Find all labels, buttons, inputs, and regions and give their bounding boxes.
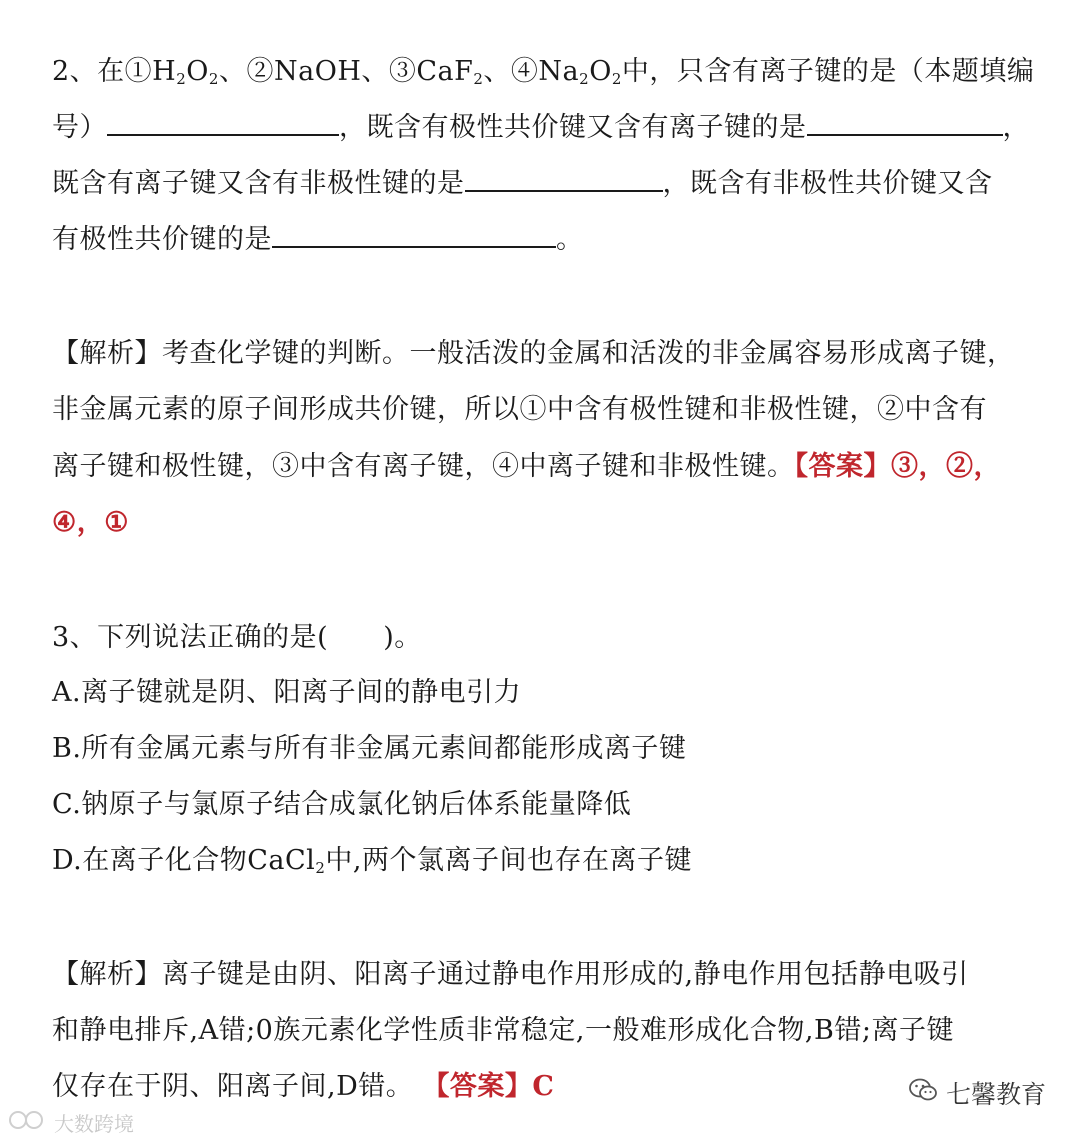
analysis2-line-3: 离子键和极性键，③中含有离子键，④中离子键和非极性键。【答案】③，②，	[52, 451, 1001, 482]
q3-option-d: D.在离子化合物CaCl$_2$中,两个氯离子间也存在离子键	[52, 845, 692, 877]
bottom-left-watermark	[8, 1108, 134, 1137]
answer3-value: C	[532, 1071, 555, 1102]
analysis2-line-1: 【解析】考查化学键的判断。一般活泼的金属和活泼的非金属容易形成离子键，	[52, 338, 1015, 369]
q3-option-b: B.所有金属元素与所有非金属元素间都能形成离子键	[52, 733, 687, 764]
logo-icon	[8, 1109, 48, 1136]
answer-blank-2[interactable]	[807, 108, 1003, 136]
q2-line-1: 2、在$①H_2O_2$、②NaOH、③CaF$_2$、$④Na_2O_2$中，只含有离子键的是（本题填编	[52, 56, 1035, 88]
q3-option-a: A.离子键就是阴、阳离子间的静电引力	[52, 677, 522, 708]
analysis3-line-1: 【解析】离子键是由阴、阳离子通过静电作用形成的,静电作用包括静电吸引	[52, 959, 969, 990]
answer-blank-1[interactable]	[107, 108, 339, 136]
answer3-label: 【答案】	[422, 1071, 533, 1102]
wechat-icon	[908, 1077, 938, 1109]
analysis3-line-2: 和静电排斥,A错;0族元素化学性质非常稳定,一般难形成化合物,B错;离子键	[52, 1015, 954, 1046]
watermark-text: 七馨教育	[945, 1080, 1046, 1109]
q2-line-3: 既含有离子键又含有非极性键的是 ，既含有非极性共价键又含	[52, 164, 993, 204]
analysis2-line-2: 非金属元素的原子间形成共价键，所以①中含有极性键和非极性键，②中含有	[52, 394, 987, 425]
analysis3-line-3: 仅存在于阴、阳离子间,D错。 【答案】C	[52, 1071, 555, 1102]
wechat-watermark	[908, 1075, 1046, 1111]
answer-blank-4[interactable]	[272, 220, 556, 248]
q3-stem: 3、下列说法正确的是( )。	[52, 622, 422, 653]
q2-line-2: 号） ，既含有极性共价键又含有离子键的是 ，	[52, 108, 1030, 148]
answer2-label: 【答案】③，②，	[794, 451, 1001, 482]
answer-blank-3[interactable]	[465, 164, 663, 192]
q3-option-c: C.钠原子与氯原子结合成氯化钠后体系能量降低	[52, 789, 632, 820]
answer2-continued: ④，①	[52, 507, 129, 538]
watermark-brand-text: 大数跨境	[54, 1112, 134, 1136]
q2-line-4: 有极性共价键的是 。	[52, 220, 584, 260]
